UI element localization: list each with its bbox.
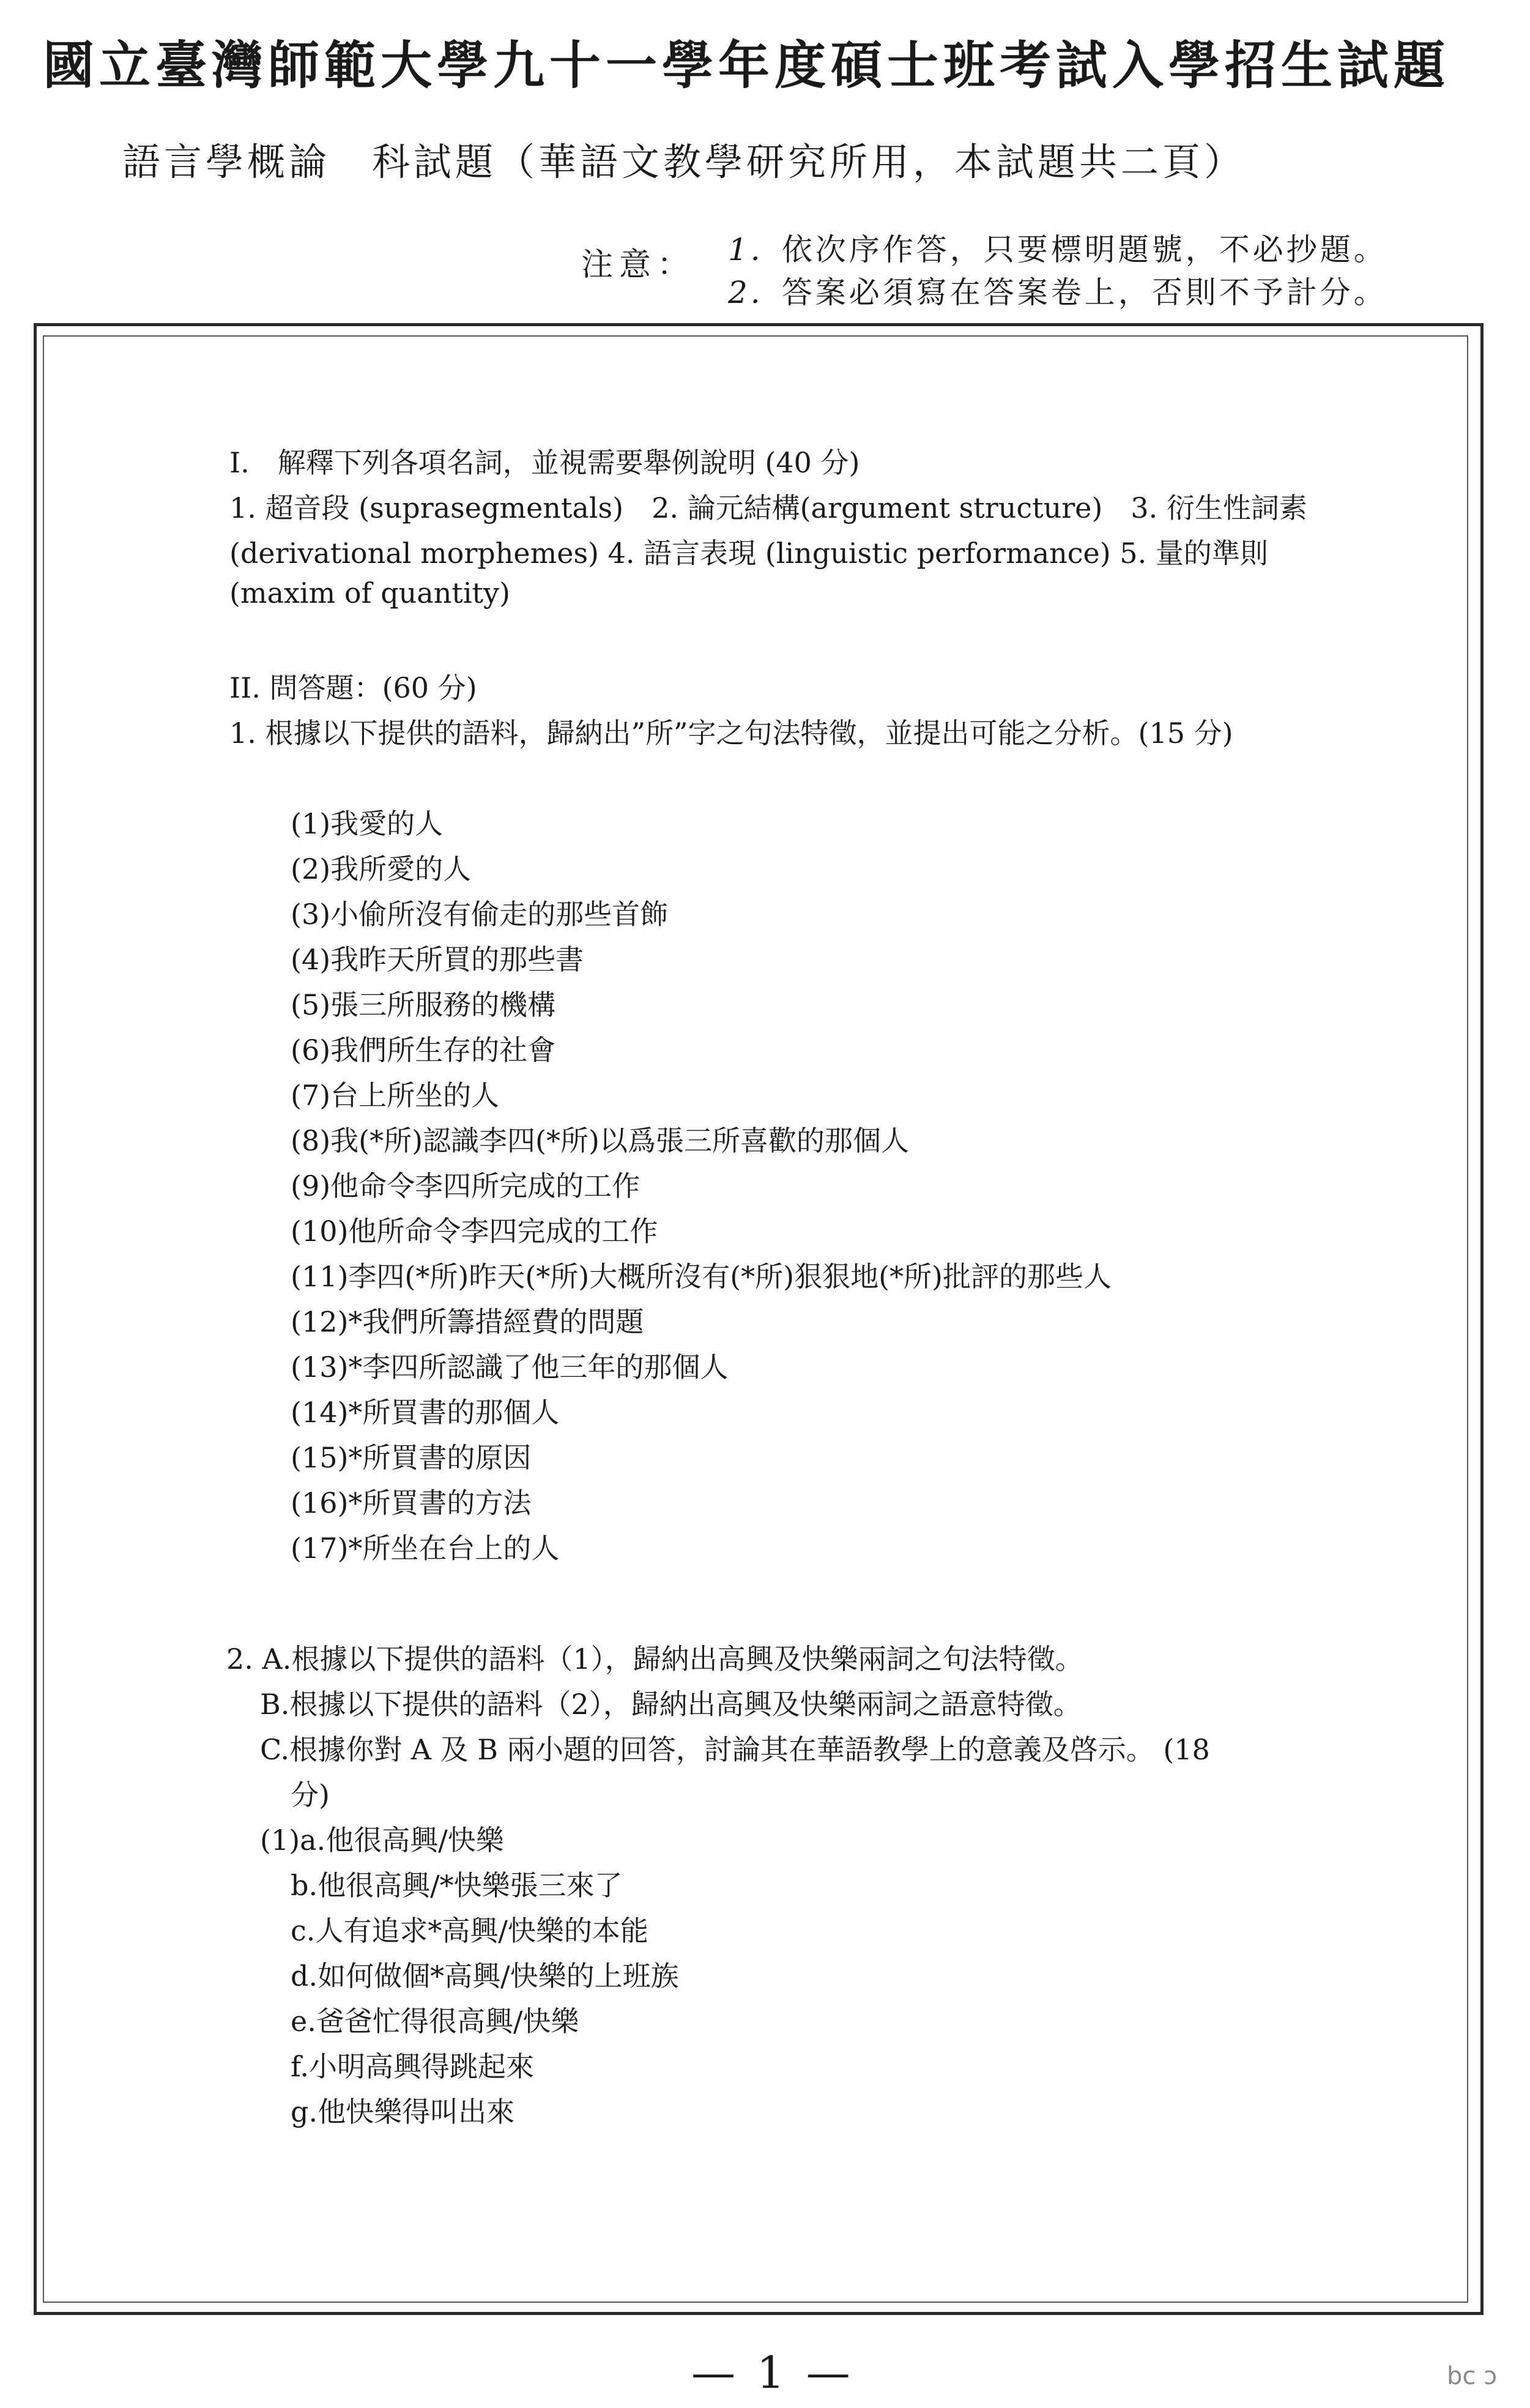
q1-data-item: (8)我(*所)認識李四(*所)以爲張三所喜歡的那個人 (291, 1124, 909, 1157)
q2-part-b: B.根據以下提供的語料（2），歸納出高興及快樂兩詞之語意特徵。 (260, 1688, 1082, 1721)
q1-data-item: (15)*所買書的原因 (291, 1441, 532, 1474)
q1-data-item: (1)我愛的人 (291, 807, 444, 840)
notice-text: 依次序作答，只要標明題號，不必抄題。 (781, 232, 1387, 267)
q1-data-item: (13)*李四所認識了他三年的那個人 (291, 1351, 729, 1384)
notice-item-2 (728, 268, 1387, 312)
q2-data-item: e.爸爸忙得很高興/快樂 (291, 2005, 579, 2038)
q1-data-item: (4)我昨天所買的那些書 (291, 943, 584, 976)
notice-number: 2. (728, 275, 763, 310)
question1-prompt: 1. 根據以下提供的語料，歸納出”所”字之句法特徵，並提出可能之分析。(15 分) (229, 717, 1233, 750)
q1-data-item: (2)我所愛的人 (291, 852, 472, 885)
section1-line: (maxim of quantity) (229, 576, 510, 609)
page-number: — 1 — (691, 2347, 854, 2398)
exam-subtitle: 語言學概論 科試題（華語文教學研究所用，本試題共二頁） (122, 140, 1246, 184)
q2-data-label: (1)a.他很高興/快樂 (260, 1824, 504, 1857)
q2-part-a: 2. A.根據以下提供的語料（1），歸納出高興及快樂兩詞之句法特徵。 (226, 1642, 1083, 1676)
q2-data-item: f.小明高興得跳起來 (291, 2050, 535, 2083)
q2-part-c-cont: 分) (291, 1778, 330, 1811)
q2-data-item: b.他很高興/*快樂張三來了 (291, 1869, 623, 1902)
q1-data-item: (16)*所買書的方法 (291, 1486, 532, 1519)
exam-title: 國立臺灣師範大學九十一學年度碩士班考試入學招生試題 (43, 35, 1450, 95)
q1-data-item: (11)李四(*所)昨天(*所)大概所沒有(*所)狠狠地(*所)批評的那些人 (291, 1260, 1112, 1293)
notice-text: 答案必須寫在答案卷上，否則不予計分。 (781, 275, 1387, 310)
notice-label: 注意： (581, 247, 696, 283)
q1-data-item: (5)張三所服務的機構 (291, 988, 556, 1021)
q1-data-item: (17)*所坐在台上的人 (291, 1532, 560, 1565)
q1-data-item: (12)*我們所籌措經費的問題 (291, 1305, 644, 1338)
notice-item-1 (728, 225, 1387, 269)
q1-data-item: (3)小偷所沒有偷走的那些首飾 (291, 898, 669, 931)
question-frame-inner (43, 335, 1468, 2303)
q1-data-item: (10)他所命令李四完成的工作 (291, 1215, 658, 1248)
q1-data-item: (14)*所買書的那個人 (291, 1396, 560, 1429)
q1-data-item: (7)台上所坐的人 (291, 1079, 500, 1112)
q2-data-item: d.如何做個*高興/快樂的上班族 (291, 1959, 679, 1992)
q2-part-c: C.根據你對 A 及 B 兩小題的回答，討論其在華語教學上的意義及啓示。 (18 (260, 1733, 1210, 1766)
margin-handwritten-note: bc ɔ (1447, 2362, 1498, 2390)
section2-heading: II. 問答題：(60 分) (229, 671, 477, 704)
q1-data-item: (9)他命令李四所完成的工作 (291, 1169, 641, 1202)
q1-data-item: (6)我們所生存的社會 (291, 1034, 556, 1067)
section1-heading: I. 解釋下列各項名詞，並視需要舉例說明 (40 分) (229, 446, 860, 479)
section1-line: (derivational morphemes) 4. 語言表現 (linguistic performance) 5. 量的準則 (229, 537, 1268, 570)
q2-data-item: g.他快樂得叫出來 (291, 2095, 515, 2128)
q2-data-item: c.人有追求*高興/快樂的本能 (291, 1914, 648, 1947)
notice-number: 1. (728, 232, 763, 267)
section1-line: 1. 超音段 (suprasegmentals) 2. 論元結構(argument structure) 3. 衍生性詞素 (229, 491, 1307, 524)
